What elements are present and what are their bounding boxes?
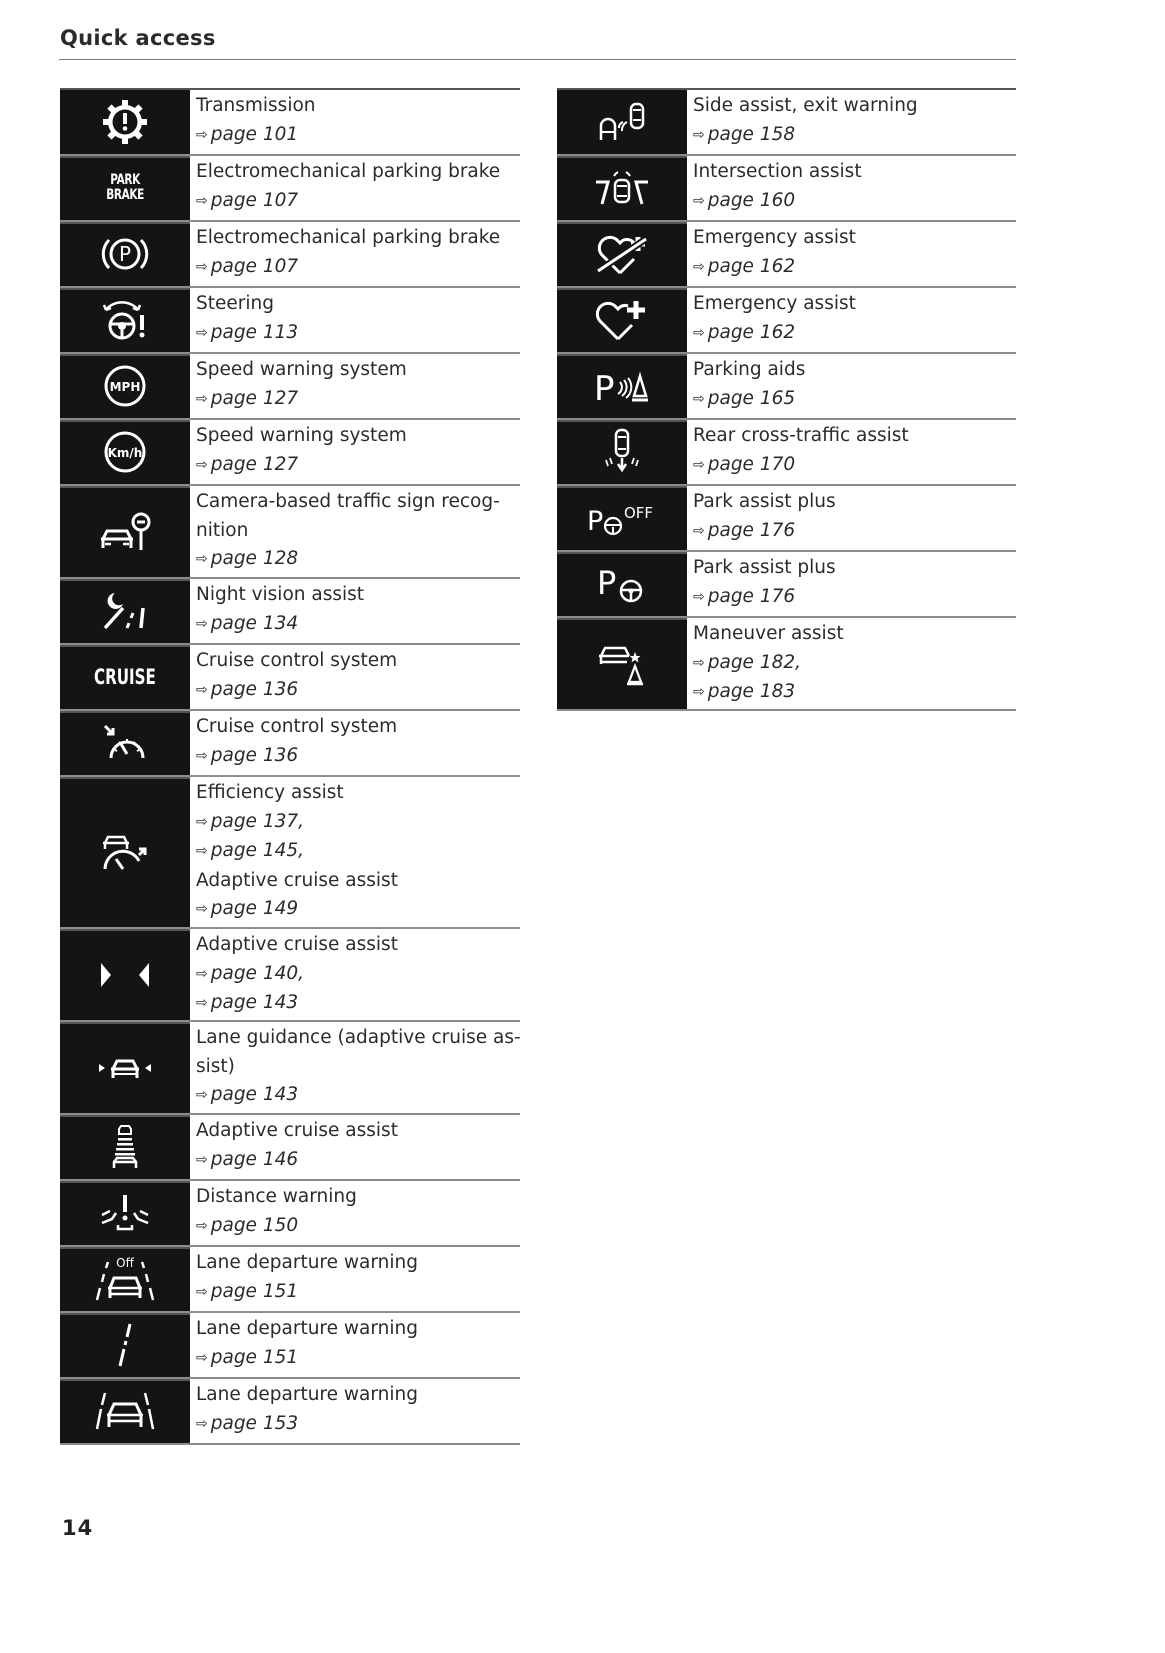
quick-access-table-right [557,88,1016,711]
entry-title: Adaptive cruise assist [196,1120,398,1141]
page-link[interactable]: ⇨ page 158 [693,123,796,145]
entry-text [190,929,520,1020]
arrow-right-icon: ⇨ [196,747,208,764]
page-link[interactable]: ⇨ page 128 [196,548,299,569]
table-row [60,1115,520,1181]
table-row [557,486,1016,552]
entry-text [190,1181,520,1245]
park-brake-text-icon: PARK BRAKE [60,156,190,220]
svg-text:Km/h: Km/h [107,446,143,460]
page-link[interactable]: ⇨ page 136 [196,744,299,766]
arrow-right-icon: ⇨ [693,192,705,209]
entry-title: Transmission [196,95,316,116]
entry-text [190,420,520,484]
entry-text [687,156,1016,220]
entry-text [190,156,520,220]
page-link[interactable]: ⇨ page 137, [196,810,305,832]
entry-text [687,288,1016,352]
arrow-right-icon: ⇨ [693,456,705,473]
page-link[interactable]: ⇨ page 101 [196,123,299,145]
table-row [60,486,520,579]
entry-text [190,645,520,709]
arrow-right-icon: ⇨ [196,843,208,859]
table-row [557,156,1016,222]
page-link[interactable]: ⇨ page 165 [693,387,796,409]
page-link[interactable]: ⇨ page 160 [693,189,796,211]
intersection-assist-icon [557,156,687,220]
page-link[interactable]: ⇨ page 176 [693,585,796,607]
table-row [60,1022,520,1115]
entry-text [190,354,520,418]
page-number: 14 [62,1516,94,1540]
table-row [60,1181,520,1247]
entry-title: Night vision assist [196,584,365,605]
table-row [557,354,1016,420]
parking-brake-circle-p-icon [60,222,190,286]
side-assist-icon [557,90,687,154]
page-link[interactable]: ⇨ page 183 [693,681,796,702]
svg-text:P: P [118,242,132,266]
entry-title: Lane departure warning [196,1252,418,1273]
arrow-right-icon: ⇨ [196,390,208,407]
entry-text [687,90,1016,154]
arrow-right-icon: ⇨ [693,324,705,341]
entry-text [687,354,1016,418]
page-link[interactable]: ⇨ page 151 [196,1346,299,1368]
page-link[interactable]: ⇨ page 134 [196,612,299,634]
arrow-right-icon: ⇨ [196,126,208,143]
arrow-right-icon: ⇨ [196,1415,208,1432]
cruise-speedometer-icon [60,711,190,775]
lane-guidance-car-icon [60,1022,190,1113]
page-link[interactable]: ⇨ page 162 [693,255,796,277]
entry-title: Adaptive cruise assist [196,869,398,891]
arrow-right-icon: ⇨ [196,1283,208,1300]
transmission-warning-icon [60,90,190,154]
page-link[interactable]: ⇨ page 151 [196,1280,299,1302]
arrow-right-icon: ⇨ [196,901,208,917]
entry-text [687,486,1016,550]
entry-title: Steering [196,293,274,314]
page-link[interactable]: ⇨ page 107 [196,255,299,277]
arrow-right-icon: ⇨ [693,588,705,605]
entry-title: Park assist plus [693,491,836,512]
night-vision-icon [60,579,190,643]
page-link[interactable]: ⇨ page 182, [693,651,802,673]
page-link[interactable]: ⇨ page 143 [196,1084,299,1105]
page-link[interactable]: ⇨ page 140, [196,962,305,984]
svg-text:P: P [594,369,615,406]
entry-title: Emergency assist [693,227,856,248]
page-link[interactable]: ⇨ page 170 [693,453,796,475]
entry-title: Electromechanical parking brake [196,227,501,248]
page-link[interactable]: ⇨ page 150 [196,1214,299,1236]
page-link[interactable]: ⇨ page 113 [196,321,299,343]
table-row [60,1247,520,1313]
table-row [60,1379,520,1445]
page-link[interactable]: ⇨ page 143 [196,992,299,1013]
entry-text [687,618,1016,709]
table-row [60,711,520,777]
svg-text:P: P [597,564,617,602]
entry-title: Distance warning [196,1186,357,1207]
entry-title: Park assist plus [693,557,836,578]
page-link[interactable]: ⇨ page 136 [196,678,299,700]
svg-text:Off: Off [116,1256,134,1270]
page-link[interactable]: ⇨ page 127 [196,453,299,475]
arrow-right-icon: ⇨ [196,456,208,473]
page-link[interactable]: ⇨ page 127 [196,387,299,409]
entry-title: Lane guidance (adaptive cruise as- [196,1027,521,1048]
arrow-right-icon: ⇨ [693,684,705,700]
header-divider [59,59,1016,60]
lane-departure-car-icon [60,1379,190,1443]
svg-text:OFF: OFF [624,504,654,522]
entry-title: Maneuver assist [693,623,844,644]
arrow-right-icon: ⇨ [196,551,208,567]
table-row [60,777,520,929]
entry-title: Rear cross-traffic assist [693,425,909,446]
lane-markers-triangles-icon [60,929,190,1020]
traffic-sign-recognition-icon [60,486,190,577]
entry-text [190,1247,520,1311]
entry-text [190,486,520,577]
lane-departure-off-icon [60,1247,190,1311]
entry-title: Speed warning system [196,359,407,380]
maneuver-assist-icon [557,618,687,709]
arrow-right-icon: ⇨ [693,654,705,671]
table-row [557,288,1016,354]
arrow-right-icon: ⇨ [196,1217,208,1234]
entry-text [190,90,520,154]
entry-text [190,1022,521,1113]
entry-title: Lane departure warning [196,1384,418,1405]
svg-text:MPH: MPH [109,380,141,394]
rear-cross-traffic-icon [557,420,687,484]
arrow-right-icon: ⇨ [196,615,208,632]
entry-text [190,1313,520,1377]
entry-title: Adaptive cruise assist [196,934,398,955]
entry-text [190,222,520,286]
emergency-assist-off-icon [557,222,687,286]
arrow-right-icon: ⇨ [693,126,705,143]
entry-text [190,579,520,643]
table-row [60,929,520,1022]
entry-title: Side assist, exit warning [693,95,918,116]
section-title: Quick access [60,26,216,50]
table-row [557,90,1016,156]
entry-title: Intersection assist [693,161,862,182]
table-row [557,222,1016,288]
park-assist-icon [557,552,687,616]
arrow-right-icon: ⇨ [693,390,705,407]
table-row [60,90,520,156]
arrow-right-icon: ⇨ [196,1349,208,1366]
entry-title-cont: sist) [196,1055,235,1077]
table-row [557,618,1016,711]
entry-text [687,222,1016,286]
entry-title-cont: nition [196,519,249,541]
entry-title: Electromechanical parking brake [196,161,501,182]
entry-title: Parking aids [693,359,806,380]
arrow-right-icon: ⇨ [196,1087,208,1103]
arrow-right-icon: ⇨ [693,258,705,275]
entry-title: Speed warning system [196,425,407,446]
speed-warning-mph-icon [60,354,190,418]
efficiency-assist-icon [60,777,190,927]
entry-title: Efficiency assist [196,782,344,803]
quick-access-table-left [60,88,520,1445]
table-row [557,420,1016,486]
parking-aids-icon [557,354,687,418]
table-row [60,645,520,711]
park-assist-off-icon [557,486,687,550]
emergency-assist-icon [557,288,687,352]
arrow-right-icon: ⇨ [196,1151,208,1168]
arrow-right-icon: ⇨ [196,965,208,982]
page-link[interactable]: ⇨ page 149 [196,898,299,919]
page-link[interactable]: ⇨ page 146 [196,1148,299,1170]
arrow-right-icon: ⇨ [196,324,208,341]
arrow-right-icon: ⇨ [196,995,208,1011]
distance-warning-icon [60,1181,190,1245]
entry-text [687,420,1016,484]
table-row [60,420,520,486]
arrow-right-icon: ⇨ [196,681,208,698]
table-row [60,1313,520,1379]
following-distance-icon [60,1115,190,1179]
entry-title: Cruise control system [196,716,398,737]
entry-text [190,777,520,927]
table-row [60,354,520,420]
entry-text [190,288,520,352]
svg-text:P: P [587,506,604,536]
page-link[interactable]: ⇨ page 162 [693,321,796,343]
table-row [557,552,1016,618]
table-row [60,288,520,354]
arrow-right-icon: ⇨ [196,258,208,275]
lane-line-icon [60,1313,190,1377]
table-row [60,156,520,222]
entry-text [190,711,520,775]
arrow-right-icon: ⇨ [196,192,208,209]
cruise-text-icon: CRUISE [60,645,190,709]
page-link[interactable]: ⇨ page 145, [196,840,305,861]
entry-text [687,552,1016,616]
table-row [60,579,520,645]
entry-text [190,1115,520,1179]
table-row [60,222,520,288]
page-link[interactable]: ⇨ page 176 [693,519,796,541]
arrow-right-icon: ⇨ [196,813,208,830]
entry-title: Emergency assist [693,293,856,314]
speed-warning-kmh-icon [60,420,190,484]
entry-title: Camera-based traffic sign recog- [196,491,500,512]
page-link[interactable]: ⇨ page 153 [196,1412,299,1434]
page-link[interactable]: ⇨ page 107 [196,189,299,211]
arrow-right-icon: ⇨ [693,522,705,539]
entry-title: Lane departure warning [196,1318,418,1339]
entry-title: Cruise control system [196,650,398,671]
entry-text [190,1379,520,1443]
steering-warning-icon [60,288,190,352]
